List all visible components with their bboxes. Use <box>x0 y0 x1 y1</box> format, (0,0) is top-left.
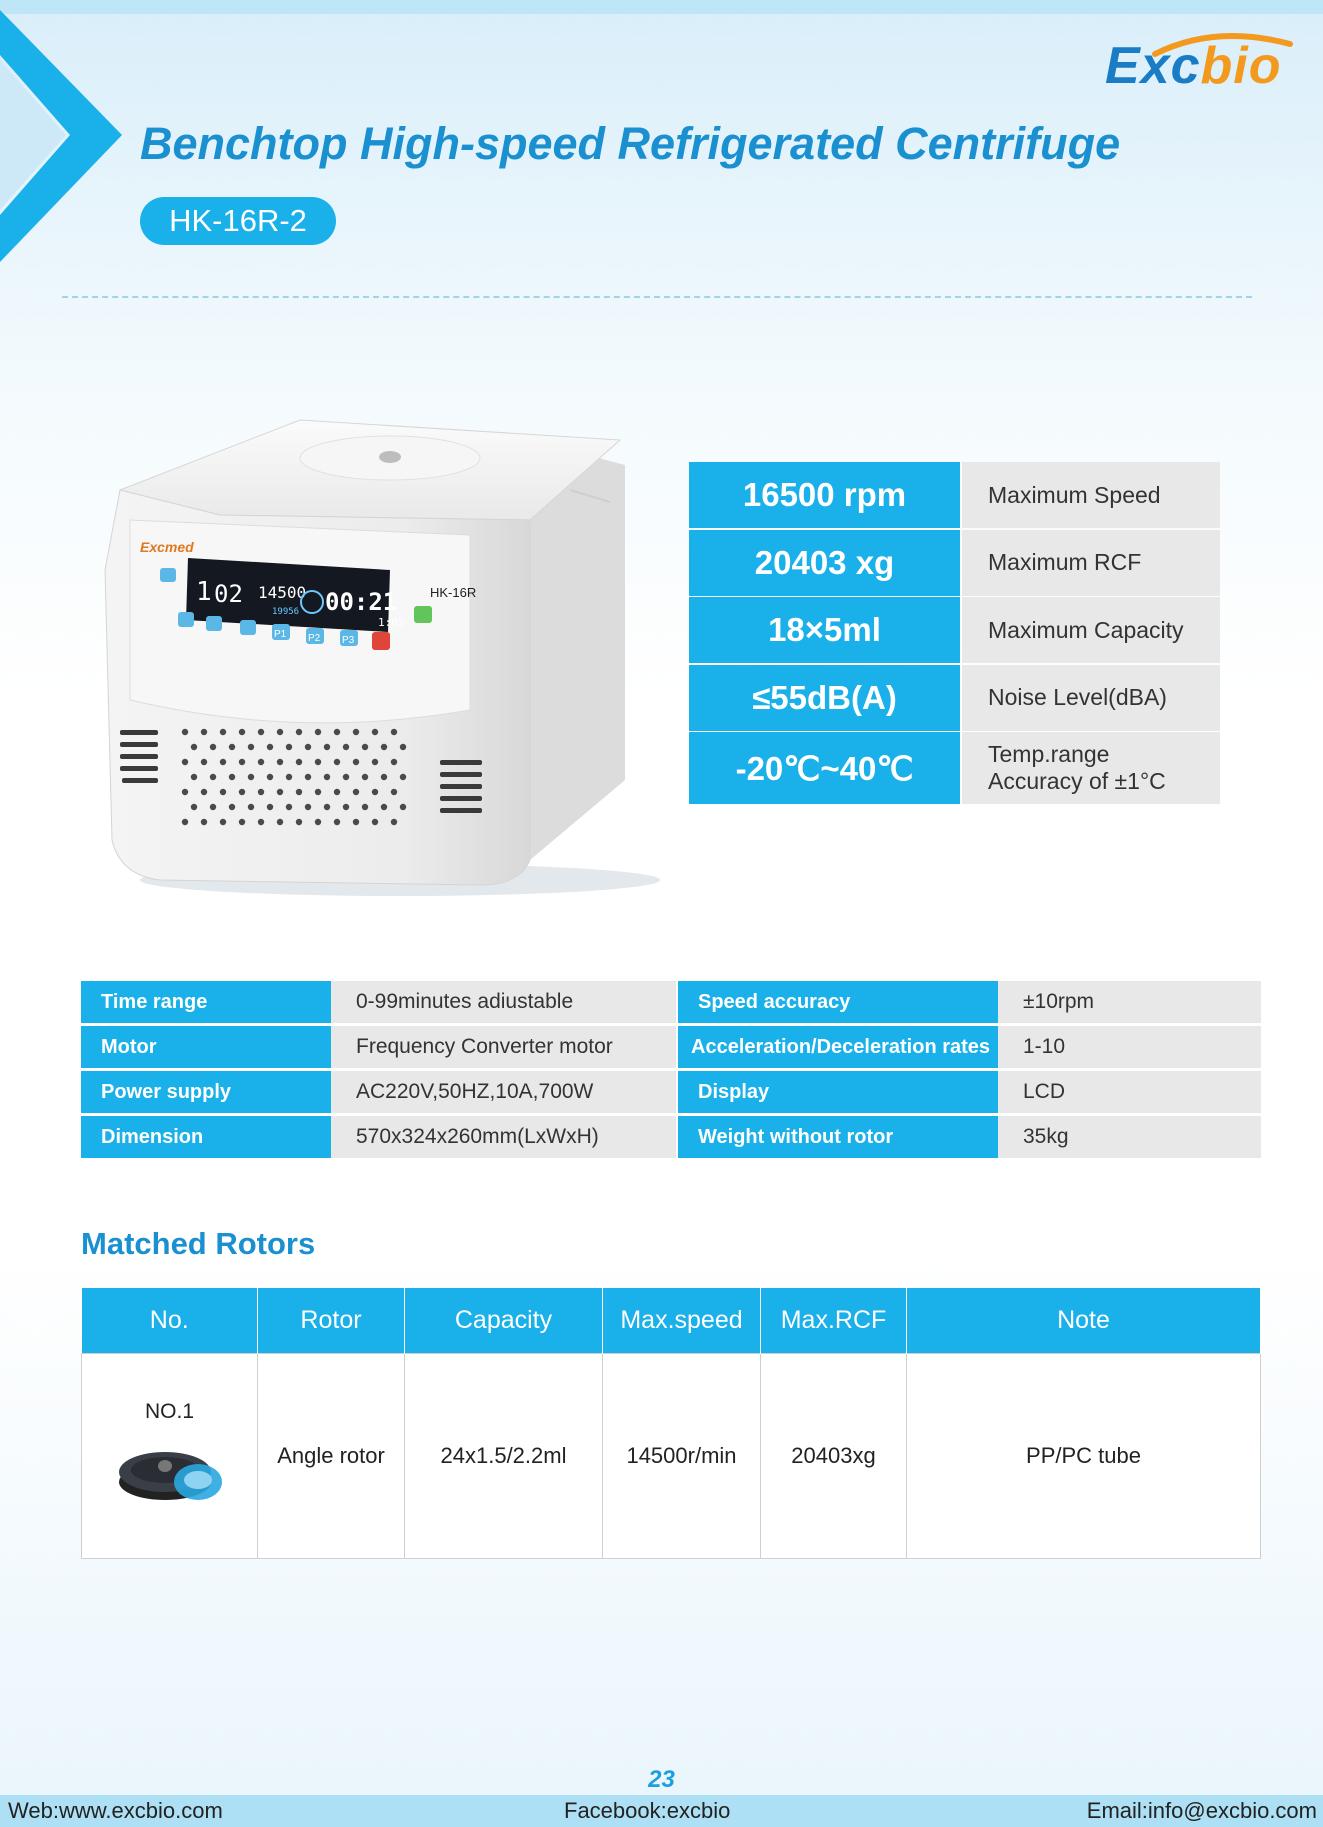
key-specs <box>689 462 1220 806</box>
rotor-table <box>81 1288 1261 1559</box>
centrifuge-image <box>100 410 660 900</box>
param-value: 0-99minutes adiustable <box>331 981 676 1026</box>
param-value: 35kg <box>998 1116 1261 1161</box>
page-title: Benchtop High-speed Refrigerated Centrifuge <box>140 118 1121 169</box>
page-number: 23 <box>648 1766 675 1793</box>
key-p3-label: P3 <box>342 635 355 646</box>
header-max-speed: Max.speed <box>603 1288 761 1354</box>
angle-rotor-icon <box>110 1436 230 1506</box>
param-value: AC220V,50HZ,10A,700W <box>331 1071 676 1116</box>
top-strip <box>0 0 1323 14</box>
param-key: Time range <box>81 981 331 1026</box>
param-key: Power supply <box>81 1071 331 1116</box>
spec-label: Noise Level(dBA) <box>962 665 1220 731</box>
table-row <box>81 1026 1261 1071</box>
lcd-digit-3: 14500 <box>258 583 307 602</box>
spec-label-line1: Temp.range <box>988 741 1110 767</box>
spec-row-rcf <box>689 530 1220 596</box>
chevron-decoration <box>0 0 140 270</box>
param-key: Acceleration/Deceleration rates <box>678 1026 998 1071</box>
spec-label: Maximum Speed <box>962 462 1220 528</box>
spec-row-temp <box>689 732 1220 804</box>
header-capacity: Capacity <box>405 1288 603 1354</box>
spec-label: Maximum RCF <box>962 530 1220 596</box>
spec-value: 20403 xg <box>689 530 960 596</box>
logo-part1: Exc <box>1105 37 1201 95</box>
spec-label-line2: Accuracy of ±1°C <box>988 768 1166 794</box>
spec-value: 16500 rpm <box>689 462 960 528</box>
table-row <box>82 1354 1261 1559</box>
header-max-rcf: Max.RCF <box>761 1288 907 1354</box>
header-rotor: Rotor <box>258 1288 405 1354</box>
spec-value: -20℃~40℃ <box>689 732 960 804</box>
divider <box>62 296 1252 298</box>
spec-label: Maximum Capacity <box>962 597 1220 663</box>
header-note: Note <box>907 1288 1261 1354</box>
param-key: Display <box>678 1071 998 1116</box>
rotor-note: PP/PC tube <box>907 1354 1261 1559</box>
parameter-table <box>81 981 1261 1161</box>
param-value: LCD <box>998 1071 1261 1116</box>
lcd-digit-5: 00:21 <box>325 588 398 616</box>
rotor-header-row <box>82 1288 1261 1354</box>
table-row <box>81 981 1261 1026</box>
param-key: Speed accuracy <box>678 981 998 1026</box>
footer-email: Email:info@excbio.com <box>1086 1798 1317 1823</box>
brand-logo <box>1105 28 1295 98</box>
param-value: 570x324x260mm(LxWxH) <box>331 1116 676 1161</box>
lcd-digit-2: 02 <box>214 580 243 608</box>
rotor-max-rcf: 20403xg <box>761 1354 907 1559</box>
lcd-digit-1: 1 <box>196 577 212 607</box>
logo-part2: bio <box>1200 37 1282 95</box>
device-brand-label: Excmed <box>140 539 194 555</box>
footer-bar <box>0 1795 1323 1827</box>
param-value: ±10rpm <box>998 981 1261 1026</box>
spec-value: 18×5ml <box>689 597 960 663</box>
lcd-digit-6: 1:05 <box>378 616 405 629</box>
param-key: Weight without rotor <box>678 1116 998 1161</box>
header-no: No. <box>82 1288 258 1354</box>
table-row <box>81 1071 1261 1116</box>
section-title-rotors: Matched Rotors <box>81 1226 316 1261</box>
rotor-no-cell <box>82 1354 258 1559</box>
lcd-digit-4: 19956 <box>272 607 300 617</box>
spec-row-speed <box>689 462 1220 528</box>
param-key: Dimension <box>81 1116 331 1161</box>
rotor-capacity: 24x1.5/2.2ml <box>405 1354 603 1559</box>
table-row <box>81 1116 1261 1161</box>
footer-web: Web:www.excbio.com <box>8 1798 223 1823</box>
key-p2-label: P2 <box>308 633 321 644</box>
rotor-max-speed: 14500r/min <box>603 1354 761 1559</box>
key-p1-label: P1 <box>274 629 287 640</box>
footer-facebook: Facebook:excbio <box>564 1798 731 1823</box>
rotor-no: NO.1 <box>144 1400 194 1423</box>
spec-label <box>962 732 1220 804</box>
param-value: 1-10 <box>998 1026 1261 1071</box>
logo-text <box>1105 36 1282 96</box>
spec-row-capacity <box>689 597 1220 663</box>
param-value: Frequency Converter motor <box>331 1026 676 1071</box>
model-badge: HK-16R-2 <box>140 197 336 245</box>
param-key: Motor <box>81 1026 331 1071</box>
spec-row-noise <box>689 665 1220 731</box>
rotor-type: Angle rotor <box>258 1354 405 1559</box>
device-model-label: HK-16R <box>430 585 477 600</box>
spec-value: ≤55dB(A) <box>689 665 960 731</box>
